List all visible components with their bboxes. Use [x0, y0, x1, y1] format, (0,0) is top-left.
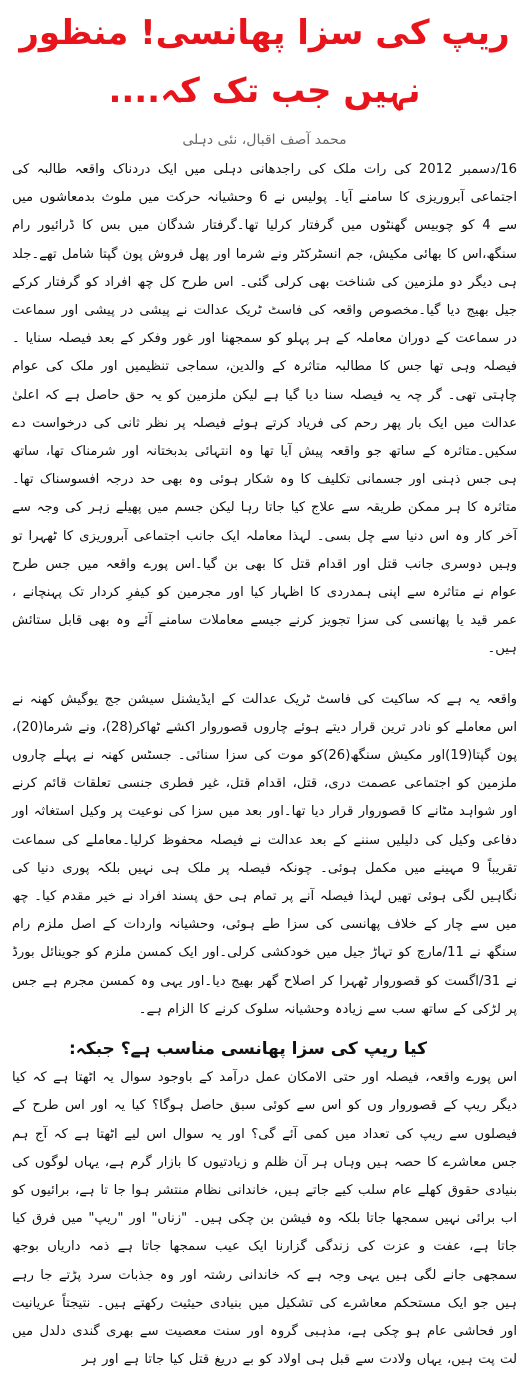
- article-paragraph-2: واقعہ یہ ہے کہ ساکیت کی فاسٹ ٹریک عدالت کے ایڈیشنل سیشن جج یوگیش کھنہ نے اس معاملے کو نادر ترین قرار دیتے ہوئے چاروں قصوروار اکشے ٹھاکر(28)، ونے شرما(20)، پون گپتا(19)اور مکیش سنگھ(26)کو موت کی سزا سنائی۔ جسٹس کھنہ نے پہلے چاروں ملزمین کو اجتماعی عصمت دری، قتل، اقدام قتل، غیر فطری جنسی تعلقات قائم کرنے اور شواہد مٹانے کا قصوروار قرار دیا تھا۔اور بعد میں سزا کی نوعیت پر وکیل استغاثہ اور دفاعی وکیل کی دلیلیں سننے کے بعد عدالت نے فیصلہ محفوظ کرلیا۔معاملے کی سماعت تقریباً 9 مہینے میں مکمل ہوئی۔ چونکہ فیصلہ پر ملک ہی نہیں بلکہ پوری دنیا کی نگاہیں لگی ہوئی تھیں لہذا فیصلہ آنے پر تمام ہی حق پسند افراد نے خیر مقدم کیا۔ چھ میں سے چار کے خلاف پھانسی کی سزا طے ہوئی، وحشیانہ واردات کے اصل ملزم رام سنگھ نے 11/مارچ کو تہاڑ جیل میں خودکشی کرلی۔اور ایک کمسن ملزم کو جوینائل بورڈ نے 31/اگست کو قصوروار ٹھہرا کر اصلاح گھر بھیج دیا۔اور یہی وہ کمسن مجرم ہے جس پر لڑکی کے ساتھ سب سے زیادہ وحشیانہ سلوک کرنے کا الزام ہے۔: [12, 691, 518, 1017]
- article-title: ریپ کی سزا پھانسی! منظور نہیں جب تک کہ....: [19, 13, 510, 111]
- section-heading: کیا ریپ کی سزا پھانسی مناسب ہے؟ جبکہ:: [68, 1039, 427, 1060]
- article-paragraph-1: 16/دسمبر 2012 کی رات ملک کی راجدھانی دہلی میں ایک دردناک واقعہ طالبہ کی اجتماعی آبروریزی کا سامنے آیا۔ پولیس نے 6 وحشیانہ حرکت میں ملوث بدمعاشوں میں سے 4 کو چوبیس گھنٹوں میں گرفتار کرلیا تھا۔گرفتار شدگان میں بس کا ڈرائیور رام سنگھ،اس کا بھائی مکیش، جم انسٹرکٹر ونے شرما اور پھل فروش پون گپتا شامل تھے۔جلد ہی دیگر دو ملزمین کی شناخت بھی کرلی گئی۔ اس طرح کل چھ افراد کو گرفتار کرکے جیل بھیج دیا گیا۔مخصوص واقعہ کی فاسٹ ٹریک عدالت نے پیشی در پیشی اور سماعت در سماعت کے دوران معاملہ کے ہر پہلو کو سمجھنا اور غور وفکر کے بعد فیصلہ سنایا ۔فیصلہ وہی تھا جس کا مطالبہ متاثرہ کے والدین، سماجی تنظیمیں اور ملک کی عوام چاہتی تھی۔ گر چہ یہ فیصلہ سنا دیا گیا ہے لیکن ملزمین کو یہ حق حاصل ہے کہ اعلیٰ عدالت میں ایک بار پھر رحم کی فریاد کرتے ہوئے فیصلہ پر نظر ثانی کی درخواست دے سکیں۔متاثرہ کے ساتھ جو واقعہ پیش آیا تھا وہ انتہائی بدبختانہ اور شرمناک تھا، ساتھ ہی جس ذہنی اور جسمانی تکلیف کا وہ شکار ہوئی وہ بھی حد درجہ افسوسناک تھا۔متاثرہ کا ہر ممکن طریقہ سے علاج کیا جاتا رہا لیکن جسم میں پھیلے زہر کی وجہ سے آخر کار وہ اس دنیا سے چل بسی۔ لہذا معاملہ ایک جانب اجتماعی آبروریزی کا ٹھہرا تو وہیں دوسری جانب قتل اور اقدام قتل کا بھی بن گیا۔اس پورے واقعہ میں جس طرح عوام نے متاثرہ سے اپنی ہمدردی کا اظہار کیا اور مجرمین کو کیفرِ کردار تک پہنچانے ، عمر قید یا پھانسی کی سزا تجویز کرنے جیسے معاملات سامنے آئے وہ بھی قابل ستائش ہیں۔: [12, 162, 518, 657]
- author-byline: محمد آصف اقبال، نئی دہلی: [182, 132, 347, 148]
- article-paragraph-3: اس پورے واقعہ، فیصلہ اور حتی الامکان عمل درآمد کے باوجود سوال یہ اٹھتا ہے کہ کیا دیگر ریپ کے قصوروار وں کو اس سے کوئی سبق حاصل ہوگا؟ کیا یہ اور اس طرح کے فیصلوں سے ریپ کی تعداد میں کمی آئے گی؟ اور یہ سوال اس لیے اٹھتا ہے کہ آج ہم جس معاشرے کا حصہ ہیں وہاں ہر آن ظلم و زیادتیوں کا بازار گرم ہے، یہاں لوگوں کی بنیادی حقوق کھلے عام سلب کیے جاتے ہیں، خاندانی نظام منتشر ہوا جا تا ہے، برائیوں کو اب برائی نہیں سمجھا جاتا بلکہ وہ فیشن بن چکی ہیں۔ "زناں" اور "ریپ" میں فرق کیا جاتا ہے، عفت و عزت کی زندگی گزارنا ایک عیب سمجھا جاتا ہے ذمہ داریاں بوجھ سمجھی جانے لگی ہیں یہی وجہ ہے کہ خاندانی رشتہ اور وہ جذبات سرد پڑتے جا رہے ہیں جو ایک مستحکم معاشرے کی تشکیل میں بنیادی حیثیت رکھتے ہیں۔ نتیجتاً عریانیت اور فحاشی عام ہو چکی ہے، مذہبی گروہ اور سنت معصیت سے بھری گندی دلدل میں لت پت ہیں، یہاں ولادت سے قبل ہی اولاد کو بے دریغ قتل کیا جاتا ہے اور ہر: [12, 1070, 517, 1368]
